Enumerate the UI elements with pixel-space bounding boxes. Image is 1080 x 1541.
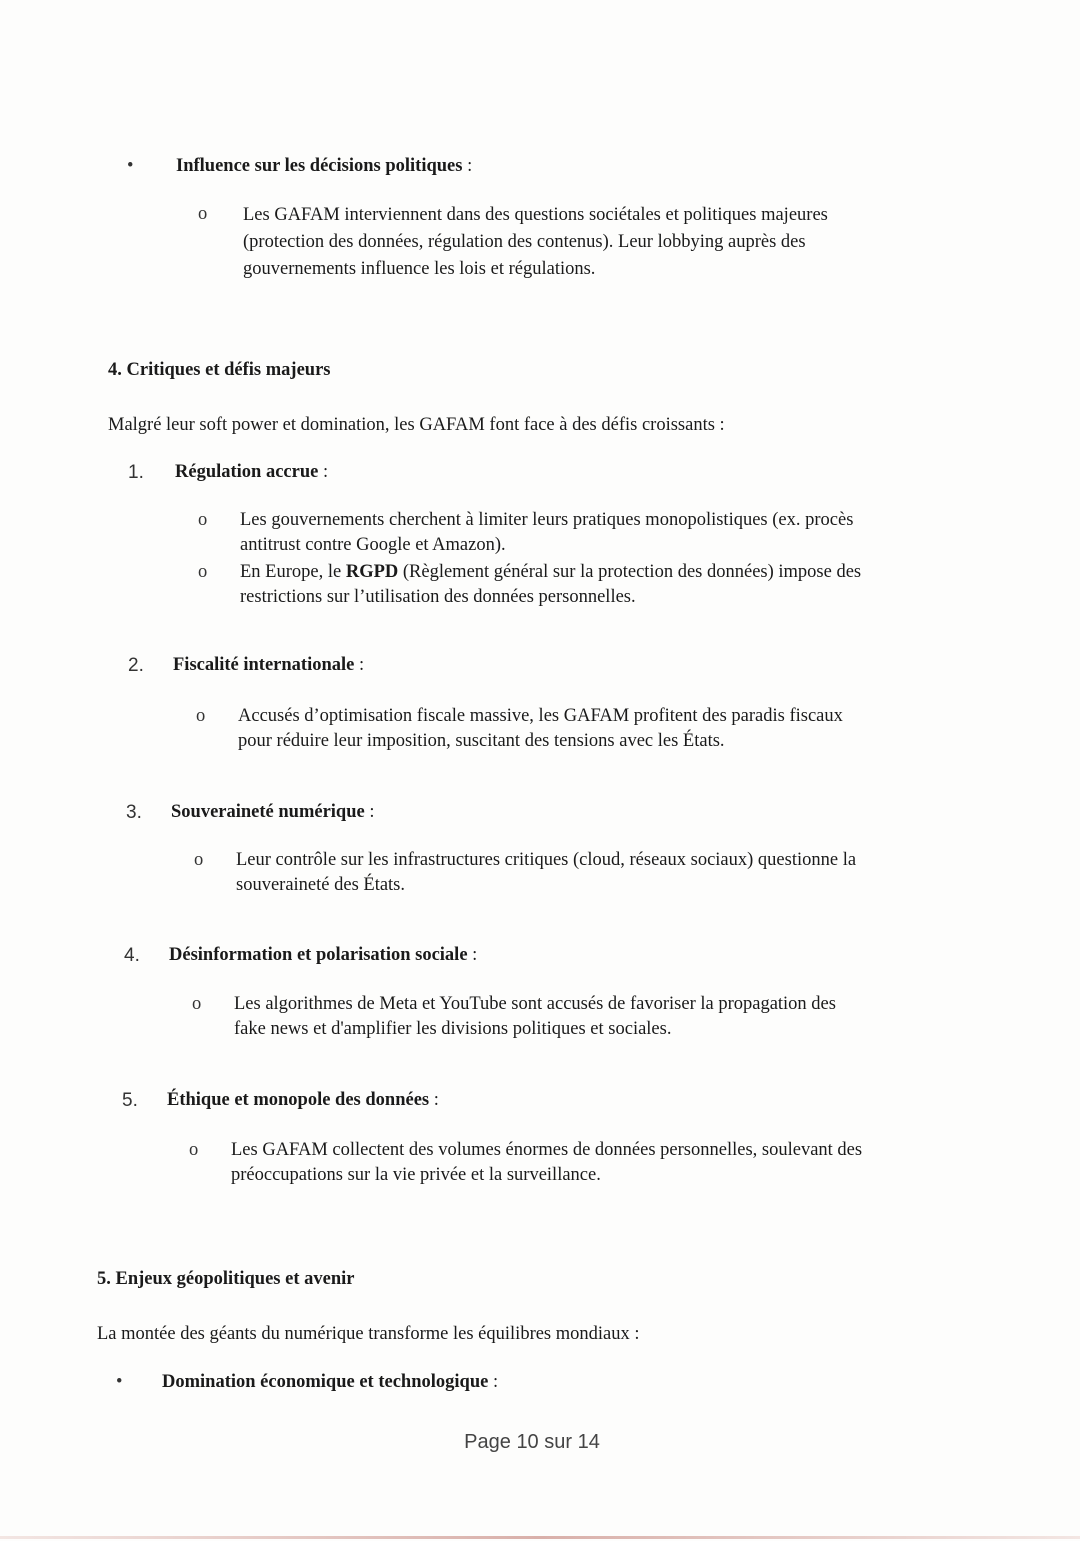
text-line: Les gouvernements cherchent à limiter leurs pratiques monopolistiques (ex. procès <box>240 510 854 530</box>
colon: : <box>462 156 473 176</box>
text-line: souveraineté des États. <box>236 875 406 895</box>
list-item-heading <box>169 943 477 968</box>
section-heading: 5. Enjeux géopolitiques et avenir <box>97 1269 355 1289</box>
colon: : <box>488 1372 499 1392</box>
text-line: Les GAFAM interviennent dans des questions sociétales et politiques majeures <box>243 205 828 225</box>
sub-bullet-icon: o <box>189 1140 199 1160</box>
sub-bullet-icon: o <box>198 204 208 224</box>
text-span: En Europe, le <box>240 562 346 582</box>
sub-paragraph <box>231 1138 862 1188</box>
text-line: fake news et d'amplifier les divisions politiques et sociales. <box>234 1019 672 1039</box>
sub-paragraph <box>236 848 856 898</box>
text-line: gouvernements influence les lois et régulations. <box>243 259 596 279</box>
colon: : <box>429 1090 439 1110</box>
item-title: Éthique et monopole des données <box>167 1090 430 1110</box>
sub-bullet-icon: o <box>198 562 208 582</box>
list-number: 5. <box>122 1090 138 1111</box>
bullet-heading <box>176 154 472 179</box>
page-number: Page 10 sur 14 <box>464 1431 600 1453</box>
bullet-title: Influence sur les décisions politiques <box>176 156 463 176</box>
sub-paragraph <box>240 560 861 610</box>
colon: : <box>467 945 478 965</box>
section-intro: Malgré leur soft power et domination, les GAFAM font face à des défis croissants : <box>108 415 725 435</box>
text-line <box>240 560 861 585</box>
list-item-heading <box>167 1088 439 1113</box>
item-title: Fiscalité internationale <box>173 655 355 675</box>
text-line: Leur contrôle sur les infrastructures critiques (cloud, réseaux sociaux) questionne la <box>236 850 857 870</box>
bullet-title: Domination économique et technologique <box>162 1372 489 1392</box>
list-number: 3. <box>126 802 142 823</box>
sub-bullet-icon: o <box>196 706 206 726</box>
list-number: 4. <box>124 945 140 966</box>
colon: : <box>364 802 375 822</box>
list-number: 1. <box>128 462 144 483</box>
text-line: restrictions sur l’utilisation des données personnelles. <box>240 587 636 607</box>
text-line: (protection des données, régulation des contenus). Leur lobbying auprès des <box>243 232 806 252</box>
item-title: Désinformation et polarisation sociale <box>169 945 468 965</box>
item-title: Souveraineté numérique <box>171 802 365 822</box>
sub-paragraph <box>243 202 828 283</box>
section-intro: La montée des géants du numérique transforme les équilibres mondiaux : <box>97 1324 640 1344</box>
text-span: (Règlement général sur la protection des données) impose des <box>398 562 862 582</box>
sub-paragraph <box>234 992 836 1042</box>
colon: : <box>354 655 365 675</box>
bullet-heading <box>162 1370 498 1395</box>
text-line: préoccupations sur la vie privée et la surveillance. <box>231 1165 601 1185</box>
sub-paragraph <box>240 508 853 558</box>
text-line: antitrust contre Google et Amazon). <box>240 535 506 555</box>
sub-bullet-icon: o <box>192 994 202 1014</box>
item-title: Régulation accrue <box>175 462 319 482</box>
list-item-heading <box>173 653 364 678</box>
bullet-icon: • <box>127 156 134 176</box>
section-heading: 4. Critiques et défis majeurs <box>108 360 331 380</box>
list-item-heading <box>171 800 375 825</box>
bullet-icon: • <box>116 1372 123 1392</box>
list-number: 2. <box>128 655 144 676</box>
rgpd-term: RGPD <box>345 562 399 582</box>
colon: : <box>318 462 329 482</box>
sub-paragraph <box>238 704 843 754</box>
sub-bullet-icon: o <box>194 850 204 870</box>
list-item-heading <box>175 460 328 485</box>
sub-bullet-icon: o <box>198 510 208 530</box>
text-line: Accusés d’optimisation fiscale massive, les GAFAM profitent des paradis fiscaux <box>238 706 843 726</box>
text-line: Les algorithmes de Meta et YouTube sont accusés de favoriser la propagation des <box>234 994 836 1014</box>
text-line: Les GAFAM collectent des volumes énormes de données personnelles, soulevant des <box>231 1140 863 1160</box>
text-line: pour réduire leur imposition, suscitant des tensions avec les États. <box>238 731 725 751</box>
page-edge-divider <box>0 1536 1080 1539</box>
